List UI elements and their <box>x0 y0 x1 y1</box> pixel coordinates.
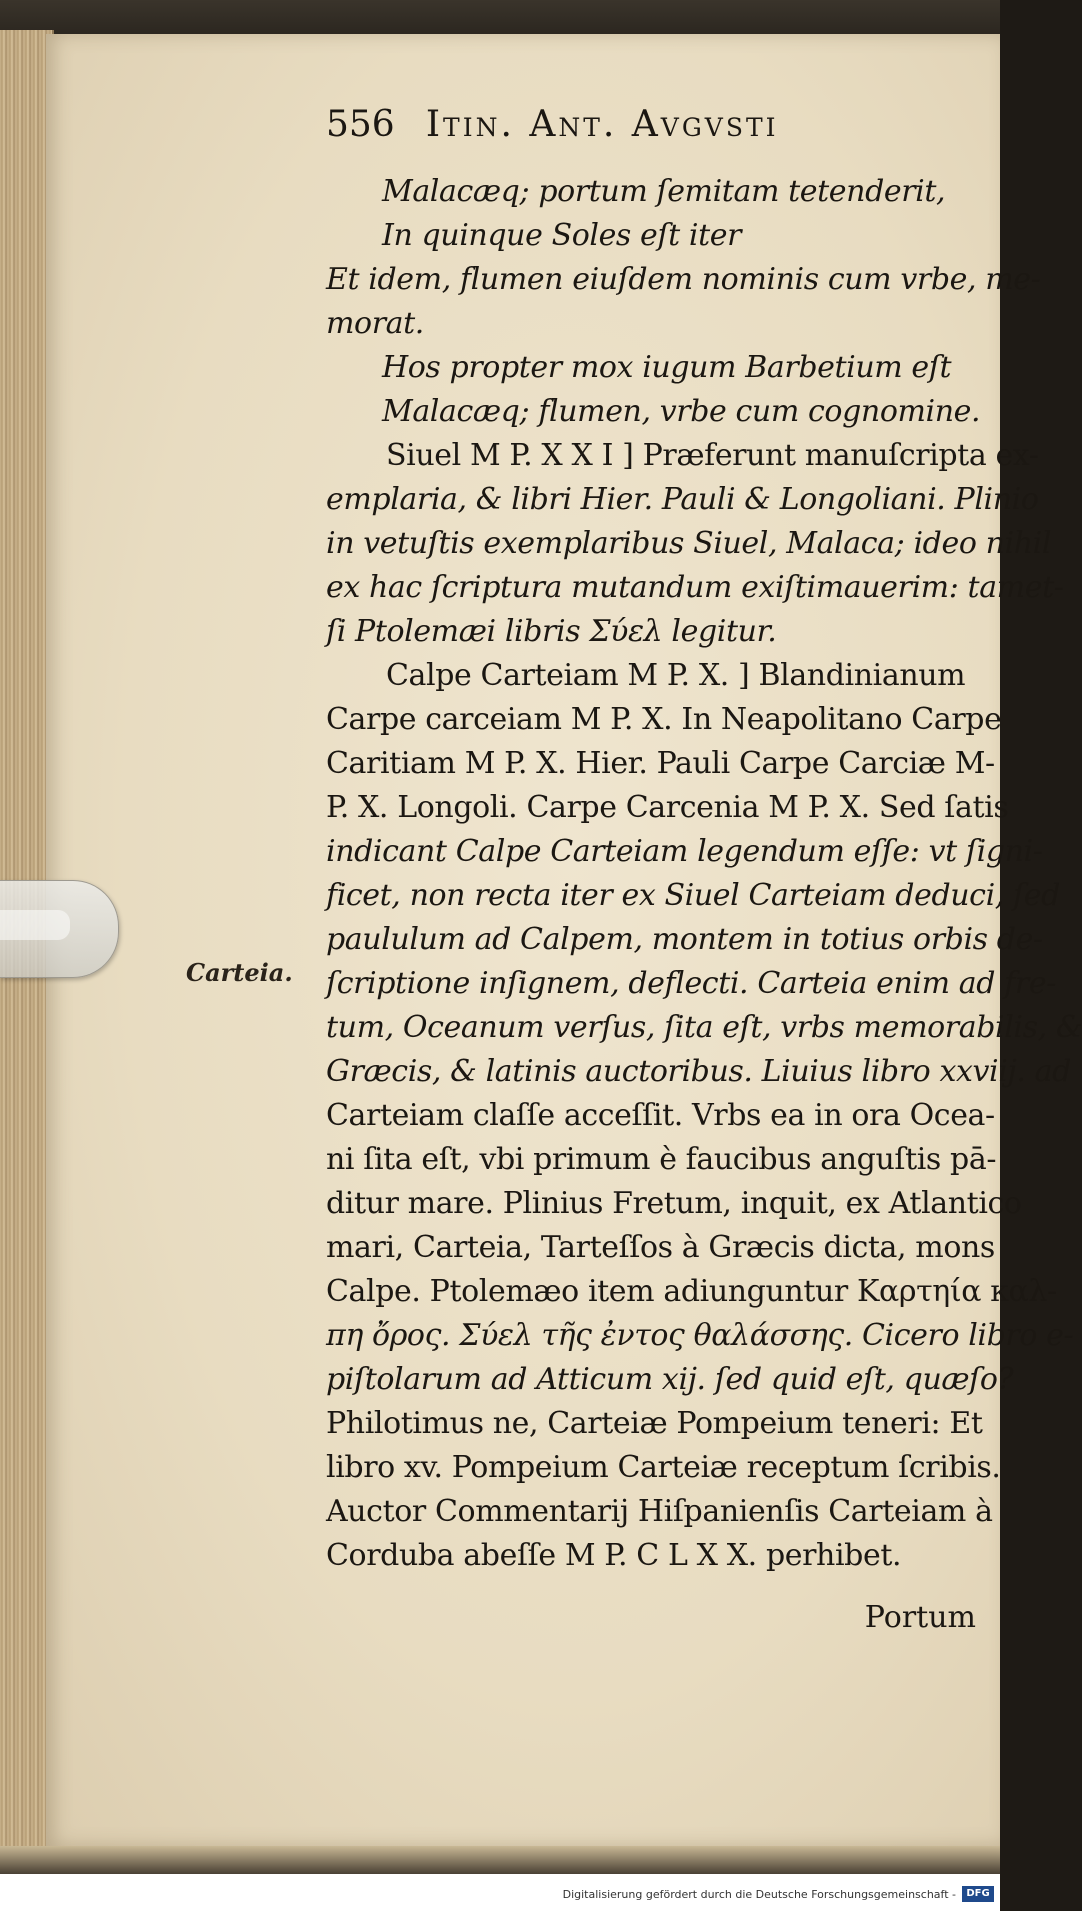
text-line: ditur mare. Plinius Fretum, inquit, ex Atlantico <box>326 1186 1022 1221</box>
text-line: morat. <box>326 306 424 341</box>
text-line: Siuel M P. X X I ] Præferunt manuſcripta ex- <box>386 438 1039 473</box>
text-line: tum, Oceanum verſus, ſita eſt, vrbs memorabilis, & <box>326 1010 1082 1045</box>
text-line: Auctor Commentarij Hiſpanienſis Carteiam à <box>326 1494 993 1529</box>
text-line: Carpe carceiam M P. X. In Neapolitano Carpe <box>326 702 1002 737</box>
running-title: Itin. Ant. Avgvsti <box>425 104 779 145</box>
page-number: 556 <box>326 104 395 145</box>
text-line: ni ſita eſt, vbi primum è faucibus anguſtis pā- <box>326 1142 997 1177</box>
text-line: Malacæq; flumen, vrbe cum cognomine. <box>382 394 981 429</box>
page-header <box>326 104 926 145</box>
text-line: libro xv. Pompeium Carteiæ receptum ſcribis. <box>326 1450 1001 1485</box>
text-line: ficet, non recta iter ex Siuel Carteiam deduci, ſed <box>326 878 1060 913</box>
book-bottom-edge <box>0 1846 1000 1874</box>
body-text <box>326 170 1082 1578</box>
text-line: emplaria, & libri Hier. Pauli & Longoliani. Plinio <box>326 482 1039 517</box>
page-clip-highlight <box>0 910 70 940</box>
text-line: ſcriptione inſignem, deflecti. Carteia enim ad fre- <box>326 966 1056 1001</box>
text-line: Calpe. Ptolemæo item adiunguntur Καρτηία καλ- <box>326 1274 1057 1309</box>
text-line: Hos propter mox iugum Barbetium eſt <box>382 350 952 385</box>
text-line: P. X. Longoli. Carpe Carcenia M P. X. Sed ſatis <box>326 790 1009 825</box>
text-line: piſtolarum ad Atticum xij. ſed quid eſt, quæſo? <box>326 1362 1014 1397</box>
text-line: ex hac ſcriptura mutandum exiſtimauerim: tamet- <box>326 570 1064 605</box>
text-line: mari, Carteia, Tarteſſos à Græcis dicta, mons <box>326 1230 995 1265</box>
text-line: ſi Ptolemæi libris Σύελ legitur. <box>326 614 777 649</box>
text-line: indicant Calpe Carteiam legendum eſſe: vt ſigni- <box>326 834 1043 869</box>
text-line: in vetuſtis exemplaribus Siuel, Malaca; ideo nihil <box>326 526 1052 561</box>
text-line: Græcis, & latinis auctoribus. Liuius libro xxviij. ad <box>326 1054 1071 1089</box>
text-line: Corduba abeſſe M P. C L X X. perhibet. <box>326 1538 902 1573</box>
catchword: Portum <box>864 1600 976 1635</box>
dfg-logo-icon: DFG <box>962 1886 994 1902</box>
text-line: paululum ad Calpem, montem in totius orbis de- <box>326 922 1043 957</box>
text-line: In quinque Soles eſt iter <box>382 218 742 253</box>
funding-credit: Digitalisierung gefördert durch die Deutsche Forschungsgemeinschaft - <box>562 1888 956 1901</box>
text-line: Caritiam M P. X. Hier. Pauli Carpe Carciæ M- <box>326 746 995 781</box>
book-top-shadow <box>0 0 1000 36</box>
text-line: Et idem, flumen eiuſdem nominis cum vrbe, me- <box>326 262 1041 297</box>
text-line: Calpe Carteiam M P. X. ] Blandinianum <box>386 658 966 693</box>
text-line: Malacæq; portum ſemitam tetenderit, <box>382 174 946 209</box>
margin-note: Carteia. <box>186 958 293 987</box>
text-line: πη ὄρος. Σύελ τῆς ἐντος θαλάσσης. Cicero libro e- <box>326 1318 1074 1353</box>
text-line: Carteiam claſſe acceſſit. Vrbs ea in ora Ocea- <box>326 1098 995 1133</box>
text-line: Philotimus ne, Carteiæ Pompeium teneri: Et <box>326 1406 983 1441</box>
